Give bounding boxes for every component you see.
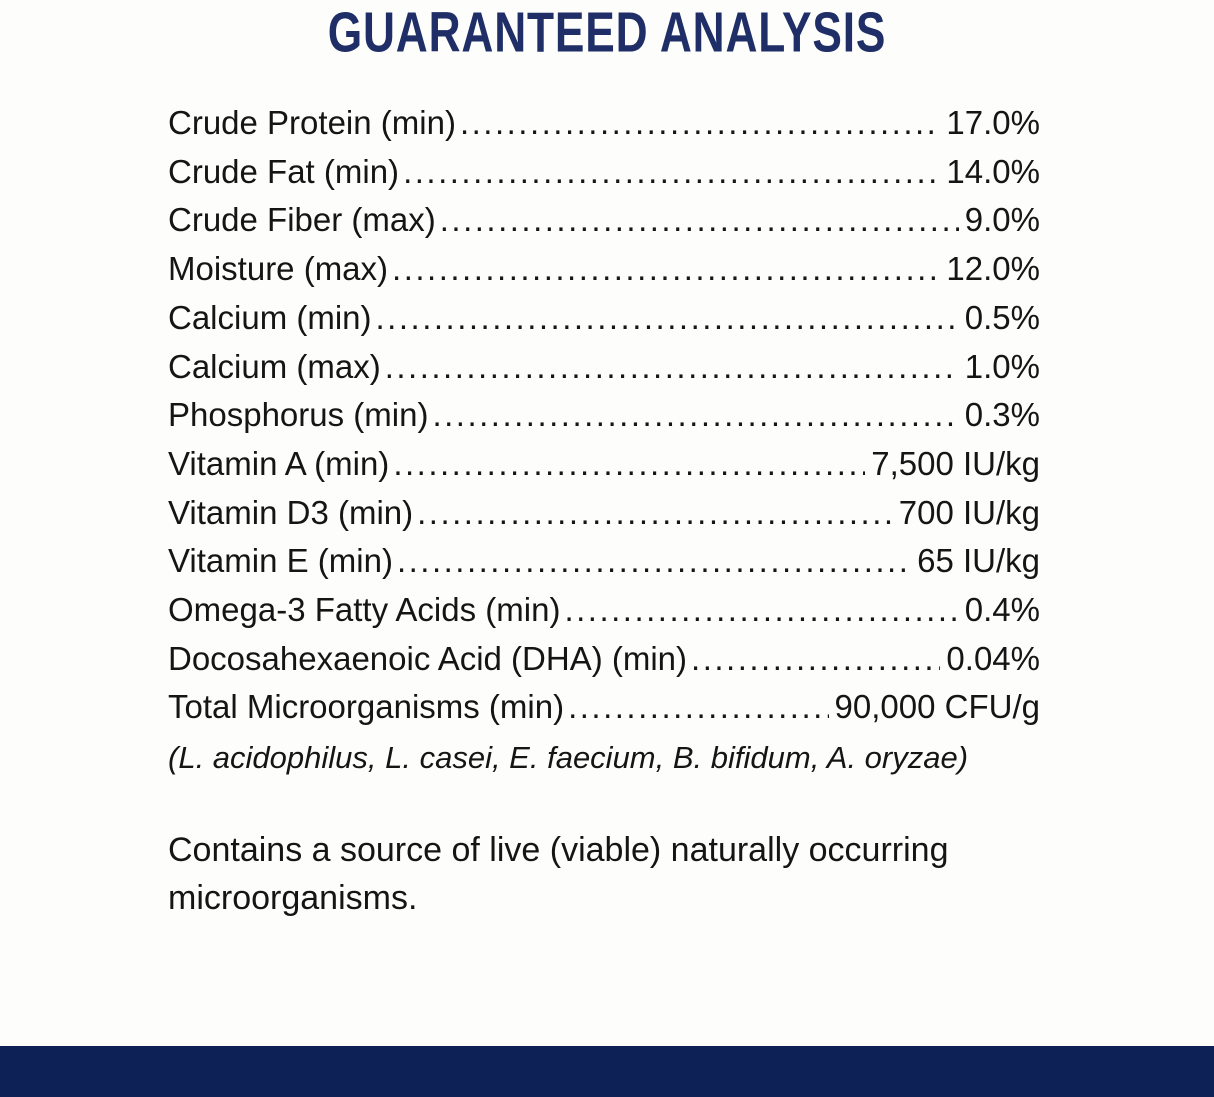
analysis-value: 90,000 CFU/g	[834, 688, 1040, 726]
analysis-row	[168, 440, 1040, 489]
analysis-value: 1.0%	[964, 347, 1040, 385]
analysis-label: Phosphorus (min)	[168, 396, 429, 434]
analysis-value: 0.4%	[964, 591, 1040, 629]
dot-leader	[564, 586, 958, 635]
analysis-value: 12.0%	[946, 250, 1040, 288]
analysis-value: 7,500 IU/kg	[871, 444, 1040, 482]
analysis-row	[168, 489, 1040, 538]
analysis-row	[168, 537, 1040, 586]
analysis-label: Calcium (min)	[168, 298, 372, 336]
analysis-label: Vitamin A (min)	[168, 444, 390, 482]
analysis-row	[168, 391, 1040, 440]
analysis-row	[168, 683, 1040, 732]
dot-leader	[417, 489, 893, 538]
dot-leader	[393, 440, 865, 489]
analysis-value: 0.3%	[964, 396, 1040, 434]
analysis-row	[168, 245, 1040, 294]
analysis-row	[168, 196, 1040, 245]
dot-leader	[440, 196, 959, 245]
analysis-value: 9.0%	[964, 201, 1040, 239]
dot-leader	[432, 391, 958, 440]
analysis-row	[168, 635, 1040, 684]
analysis-row	[168, 99, 1040, 148]
analysis-label: Calcium (max)	[168, 347, 381, 385]
dot-leader	[403, 148, 940, 197]
analysis-row	[168, 148, 1040, 197]
analysis-label: Vitamin E (min)	[168, 542, 393, 580]
analysis-value: 17.0%	[946, 104, 1040, 141]
analysis-label: Crude Fiber (max)	[168, 201, 436, 239]
analysis-label: Moisture (max)	[168, 250, 389, 288]
page-title: GUARANTEED ANALYSIS	[327, 1, 887, 65]
analysis-value: 0.04%	[946, 639, 1040, 677]
analysis-row	[168, 343, 1040, 392]
analysis-row	[168, 586, 1040, 635]
dot-leader	[397, 537, 911, 586]
live-microorganisms-note: Contains a source of live (viable) naturally occurring microorganisms.	[168, 831, 949, 917]
analysis-label: Docosahexaenoic Acid (DHA) (min)	[168, 639, 688, 677]
analysis-value: 65 IU/kg	[917, 542, 1040, 580]
analysis-label: Total Microorganisms (min)	[168, 688, 565, 726]
dot-leader	[460, 99, 940, 148]
analysis-value: 0.5%	[964, 298, 1040, 336]
analysis-value: 14.0%	[946, 152, 1040, 190]
dot-leader	[691, 635, 940, 684]
dot-leader	[568, 683, 828, 732]
analysis-label: Crude Protein (min)	[168, 104, 456, 141]
dot-leader	[392, 245, 940, 294]
dot-leader	[385, 343, 959, 392]
bottom-navy-bar	[0, 1046, 1214, 1097]
analysis-label: Crude Fat (min)	[168, 152, 400, 190]
analysis-label: Vitamin D3 (min)	[168, 493, 414, 531]
microorganism-species-note: (L. acidophilus, L. casei, E. faecium, B. bifidum, A. oryzae)	[168, 740, 969, 776]
analysis-table	[168, 99, 1040, 783]
analysis-value: 700 IU/kg	[898, 493, 1040, 531]
analysis-label: Omega-3 Fatty Acids (min)	[168, 591, 561, 629]
analysis-row	[168, 294, 1040, 343]
dot-leader	[376, 294, 959, 343]
